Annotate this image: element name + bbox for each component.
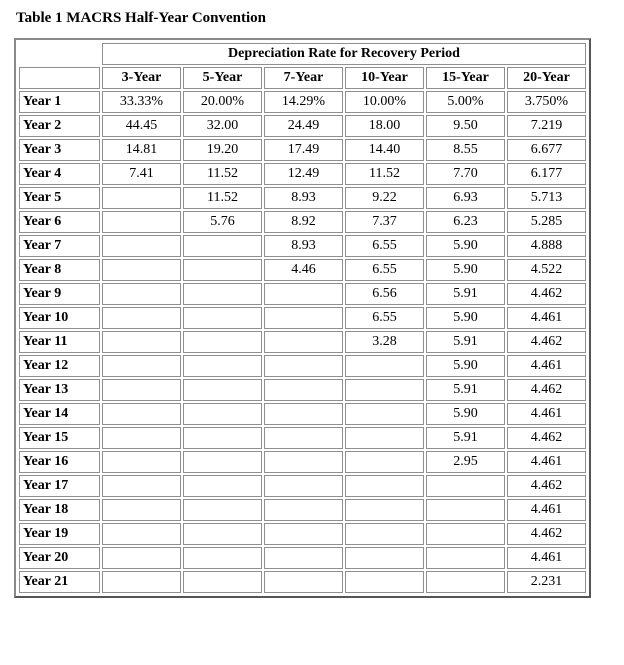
row-label: Year 2 (19, 115, 100, 137)
rate-cell: 6.23 (426, 211, 505, 233)
rate-cell: 20.00% (183, 91, 262, 113)
rate-cell (183, 475, 262, 497)
rate-cell: 11.52 (183, 163, 262, 185)
rate-cell (102, 523, 181, 545)
rate-cell: 10.00% (345, 91, 424, 113)
rate-cell (102, 211, 181, 233)
rate-cell: 7.70 (426, 163, 505, 185)
column-header-15-year: 15-Year (426, 67, 505, 89)
rate-cell (183, 235, 262, 257)
rate-cell: 3.750% (507, 91, 586, 113)
rate-cell (264, 499, 343, 521)
column-header-blank (19, 67, 100, 89)
table-row (19, 211, 586, 233)
row-label: Year 19 (19, 523, 100, 545)
row-label: Year 10 (19, 307, 100, 329)
rate-cell: 4.461 (507, 307, 586, 329)
row-label: Year 12 (19, 355, 100, 377)
column-header-10-year: 10-Year (345, 67, 424, 89)
rate-cell: 7.37 (345, 211, 424, 233)
rate-cell: 5.713 (507, 187, 586, 209)
rate-cell (183, 427, 262, 449)
table-row (19, 499, 586, 521)
rate-cell (102, 379, 181, 401)
row-label: Year 8 (19, 259, 100, 281)
rate-cell (102, 307, 181, 329)
table-row (19, 139, 586, 161)
rate-cell (264, 355, 343, 377)
rate-cell (102, 283, 181, 305)
rate-cell: 18.00 (345, 115, 424, 137)
rate-cell: 5.76 (183, 211, 262, 233)
table-row (19, 523, 586, 545)
rate-cell (426, 475, 505, 497)
rate-cell: 12.49 (264, 163, 343, 185)
row-label: Year 14 (19, 403, 100, 425)
group-header-row (19, 43, 586, 65)
row-label: Year 13 (19, 379, 100, 401)
rate-cell: 6.55 (345, 259, 424, 281)
rate-cell: 8.55 (426, 139, 505, 161)
rate-cell (183, 547, 262, 569)
table-row (19, 379, 586, 401)
rate-cell (345, 427, 424, 449)
rate-cell (102, 259, 181, 281)
row-label: Year 7 (19, 235, 100, 257)
table-row (19, 475, 586, 497)
rate-cell (183, 307, 262, 329)
rate-cell: 5.90 (426, 235, 505, 257)
rate-cell (183, 259, 262, 281)
rate-cell: 5.91 (426, 331, 505, 353)
table-row (19, 259, 586, 281)
rate-cell: 5.91 (426, 427, 505, 449)
rate-cell: 5.90 (426, 259, 505, 281)
rate-cell (102, 403, 181, 425)
rate-cell (102, 235, 181, 257)
table-row (19, 91, 586, 113)
rate-cell (183, 523, 262, 545)
rate-cell (345, 475, 424, 497)
table-row (19, 307, 586, 329)
group-header: Depreciation Rate for Recovery Period (102, 43, 586, 65)
row-label: Year 4 (19, 163, 100, 185)
rate-cell: 5.90 (426, 307, 505, 329)
rate-cell (426, 571, 505, 593)
row-label: Year 11 (19, 331, 100, 353)
rate-cell: 11.52 (345, 163, 424, 185)
column-header-5-year: 5-Year (183, 67, 262, 89)
rate-cell (345, 451, 424, 473)
rate-cell (102, 331, 181, 353)
corner-cell (19, 43, 100, 65)
rate-cell: 4.462 (507, 475, 586, 497)
rate-cell: 4.461 (507, 547, 586, 569)
rate-cell (264, 283, 343, 305)
column-header-row (19, 67, 586, 89)
table-row (19, 115, 586, 137)
rate-cell (264, 523, 343, 545)
rate-cell (345, 403, 424, 425)
rate-cell (102, 499, 181, 521)
rate-cell (264, 403, 343, 425)
rate-cell: 14.40 (345, 139, 424, 161)
rate-cell: 11.52 (183, 187, 262, 209)
row-label: Year 1 (19, 91, 100, 113)
rate-cell: 8.92 (264, 211, 343, 233)
rate-cell (345, 571, 424, 593)
table-row (19, 163, 586, 185)
rate-cell (345, 355, 424, 377)
rate-cell: 44.45 (102, 115, 181, 137)
row-label: Year 17 (19, 475, 100, 497)
rate-cell: 4.462 (507, 283, 586, 305)
rate-cell (183, 451, 262, 473)
rate-cell (264, 427, 343, 449)
row-label: Year 21 (19, 571, 100, 593)
rate-cell: 4.462 (507, 523, 586, 545)
rate-cell (183, 331, 262, 353)
rate-cell: 4.461 (507, 451, 586, 473)
row-label: Year 9 (19, 283, 100, 305)
rate-cell: 5.91 (426, 379, 505, 401)
rate-cell (426, 523, 505, 545)
table-row (19, 451, 586, 473)
rate-cell (426, 499, 505, 521)
rate-cell: 8.93 (264, 187, 343, 209)
rate-cell: 14.29% (264, 91, 343, 113)
rate-cell: 7.219 (507, 115, 586, 137)
table-row (19, 355, 586, 377)
row-label: Year 20 (19, 547, 100, 569)
rate-cell (264, 331, 343, 353)
rate-cell (264, 451, 343, 473)
rate-cell (183, 283, 262, 305)
rate-cell: 32.00 (183, 115, 262, 137)
rate-cell (102, 547, 181, 569)
rate-cell: 17.49 (264, 139, 343, 161)
rate-cell (183, 355, 262, 377)
rate-cell (183, 403, 262, 425)
rate-cell: 5.285 (507, 211, 586, 233)
rate-cell (345, 547, 424, 569)
macrs-table (17, 41, 588, 595)
rate-cell (102, 451, 181, 473)
rate-cell (264, 475, 343, 497)
table-row (19, 547, 586, 569)
row-label: Year 18 (19, 499, 100, 521)
rate-cell: 6.56 (345, 283, 424, 305)
rate-cell (183, 499, 262, 521)
rate-cell (102, 355, 181, 377)
rate-cell (264, 547, 343, 569)
rate-cell: 4.462 (507, 331, 586, 353)
rate-cell: 4.462 (507, 379, 586, 401)
rate-cell: 6.93 (426, 187, 505, 209)
rate-cell: 33.33% (102, 91, 181, 113)
rate-cell: 6.677 (507, 139, 586, 161)
rate-cell: 4.522 (507, 259, 586, 281)
row-label: Year 16 (19, 451, 100, 473)
rate-cell: 4.46 (264, 259, 343, 281)
rate-cell: 6.55 (345, 235, 424, 257)
rate-cell: 5.91 (426, 283, 505, 305)
rate-cell (264, 571, 343, 593)
column-header-3-year: 3-Year (102, 67, 181, 89)
rate-cell: 19.20 (183, 139, 262, 161)
rate-cell: 24.49 (264, 115, 343, 137)
macrs-table-body (19, 43, 586, 593)
rate-cell (264, 379, 343, 401)
rate-cell (102, 571, 181, 593)
macrs-table-frame (14, 38, 591, 598)
table-row (19, 403, 586, 425)
rate-cell: 7.41 (102, 163, 181, 185)
rate-cell (345, 499, 424, 521)
rate-cell (345, 379, 424, 401)
rate-cell: 2.95 (426, 451, 505, 473)
table-row (19, 331, 586, 353)
table-row (19, 235, 586, 257)
rate-cell (183, 571, 262, 593)
rate-cell: 14.81 (102, 139, 181, 161)
rate-cell (345, 523, 424, 545)
rate-cell: 3.28 (345, 331, 424, 353)
rate-cell: 4.461 (507, 403, 586, 425)
rate-cell (183, 379, 262, 401)
rate-cell (264, 307, 343, 329)
table-title: Table 1 MACRS Half-Year Convention (16, 10, 267, 26)
table-row (19, 427, 586, 449)
column-header-20-year: 20-Year (507, 67, 586, 89)
rate-cell: 4.888 (507, 235, 586, 257)
table-row (19, 571, 586, 593)
rate-cell (102, 475, 181, 497)
rate-cell: 8.93 (264, 235, 343, 257)
column-header-7-year: 7-Year (264, 67, 343, 89)
rate-cell (426, 547, 505, 569)
table-row (19, 187, 586, 209)
rate-cell: 5.00% (426, 91, 505, 113)
rate-cell: 4.462 (507, 427, 586, 449)
table-row (19, 283, 586, 305)
row-label: Year 15 (19, 427, 100, 449)
rate-cell: 4.461 (507, 499, 586, 521)
rate-cell: 6.177 (507, 163, 586, 185)
row-label: Year 5 (19, 187, 100, 209)
rate-cell: 6.55 (345, 307, 424, 329)
rate-cell: 2.231 (507, 571, 586, 593)
rate-cell: 9.22 (345, 187, 424, 209)
rate-cell: 9.50 (426, 115, 505, 137)
rate-cell: 5.90 (426, 403, 505, 425)
row-label: Year 3 (19, 139, 100, 161)
rate-cell: 4.461 (507, 355, 586, 377)
row-label: Year 6 (19, 211, 100, 233)
rate-cell (102, 427, 181, 449)
rate-cell (102, 187, 181, 209)
rate-cell: 5.90 (426, 355, 505, 377)
